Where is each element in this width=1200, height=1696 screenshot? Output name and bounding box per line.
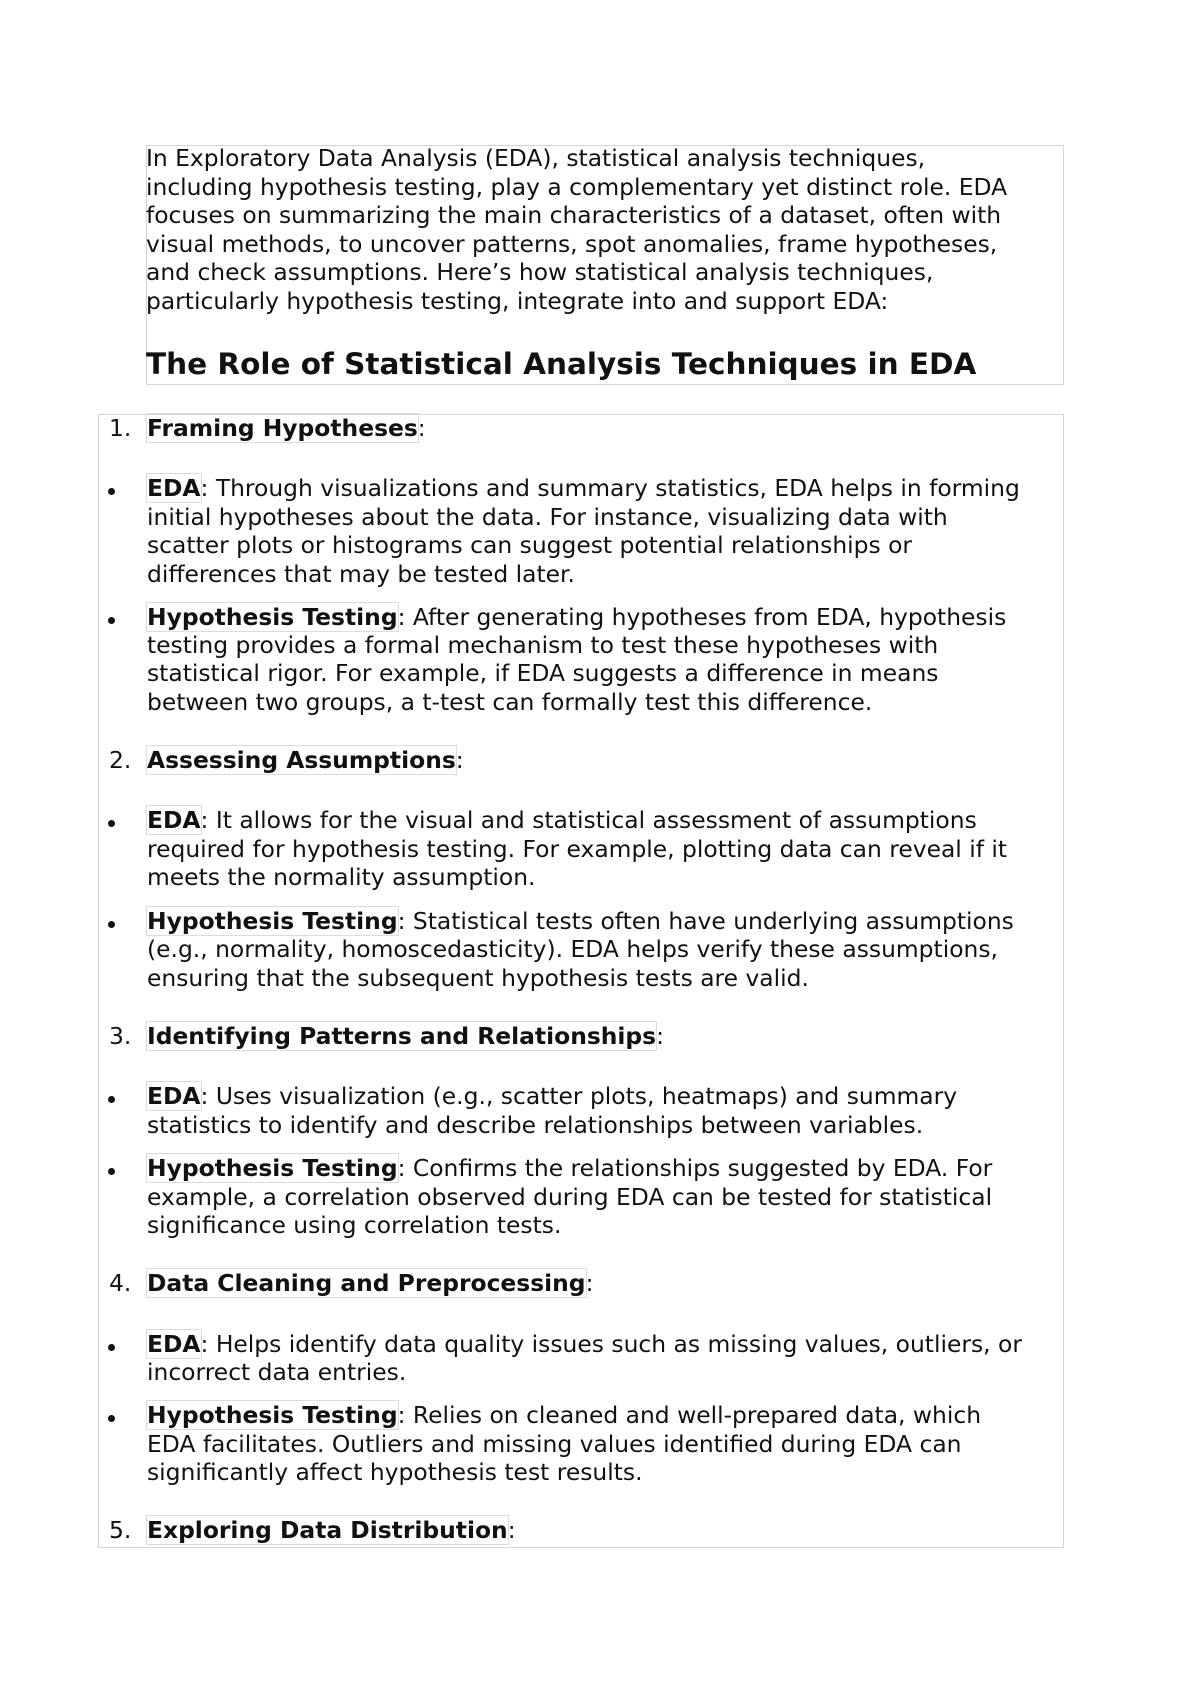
bullet-line: differences that may be tested later.: [147, 560, 575, 588]
bullet-text: : It allows for the visual and statistical assessment of assumptions: [200, 806, 977, 834]
item-number: 3.: [109, 1022, 132, 1050]
section-heading: The Role of Statistical Analysis Techniques in EDA: [146, 347, 977, 381]
bullet-term: Hypothesis Testing: [147, 907, 398, 935]
bullet-line: [147, 806, 977, 835]
bullet-term: Hypothesis Testing: [147, 1154, 398, 1182]
bullet-line: [147, 474, 1020, 503]
intro-line: including hypothesis testing, play a complementary yet distinct role. EDA: [146, 172, 1008, 201]
bullet-line: significance using correlation tests.: [147, 1211, 562, 1239]
item-title-suffix: :: [455, 746, 464, 774]
item-title: Identifying Patterns and Relationships: [147, 1022, 657, 1050]
intro-line: In Exploratory Data Analysis (EDA), statistical analysis techniques,: [146, 144, 926, 172]
bullet-term: EDA: [147, 474, 201, 502]
bullet-line: [147, 907, 1014, 936]
bullet-line: testing provides a formal mechanism to test these hypotheses with: [147, 631, 939, 659]
bullet-dot: [108, 617, 115, 624]
bullet-dot: [108, 1415, 115, 1422]
bullet-term: Hypothesis Testing: [147, 603, 398, 631]
intro-line: visual methods, to uncover patterns, spot anomalies, frame hypotheses,: [146, 229, 998, 258]
bullet-line: incorrect data entries.: [147, 1358, 407, 1386]
item-title: Assessing Assumptions: [147, 746, 456, 774]
bullet-line: statistical rigor. For example, if EDA suggests a difference in means: [147, 659, 939, 687]
item-title-suffix: :: [585, 1269, 594, 1297]
intro-line: and check assumptions. Here’s how statistical analysis techniques,: [146, 258, 934, 287]
item-number: 4.: [109, 1269, 132, 1297]
item-title-line: [147, 1269, 593, 1298]
item-title: Exploring Data Distribution: [147, 1516, 508, 1544]
item-title-line: [147, 1516, 516, 1545]
item-title-line: [147, 414, 426, 443]
bullet-text: : After generating hypotheses from EDA, hypothesis: [397, 603, 1007, 631]
bullet-term: EDA: [147, 1082, 201, 1110]
bullet-text: : Statistical tests often have underlying assumptions: [397, 907, 1014, 935]
intro-paragraph: [146, 144, 1066, 316]
item-number: 5.: [109, 1516, 132, 1544]
intro-line: particularly hypothesis testing, integrate into and support EDA:: [146, 286, 889, 315]
bullet-line: [147, 1154, 992, 1183]
bullet-text: : Uses visualization (e.g., scatter plots, heatmaps) and summary: [200, 1082, 958, 1110]
item-number: 1.: [109, 414, 132, 442]
item-title: Data Cleaning and Preprocessing: [147, 1269, 586, 1297]
bullet-term: EDA: [147, 806, 201, 834]
bullet-dot: [108, 820, 115, 827]
item-title-line: [147, 1022, 664, 1051]
bullet-text: : Helps identify data quality issues such as missing values, outliers, or: [200, 1330, 1022, 1358]
item-title-line: [147, 746, 464, 775]
bullet-line: [147, 1330, 1022, 1359]
bullet-dot: [108, 1344, 115, 1351]
item-number: 2.: [109, 746, 132, 774]
bullet-line: scatter plots or histograms can suggest potential relationships or: [147, 531, 913, 559]
bullet-line: statistics to identify and describe relationships between variables.: [147, 1111, 924, 1139]
bullet-line: between two groups, a t-test can formally test this difference.: [147, 688, 873, 716]
bullet-line: initial hypotheses about the data. For instance, visualizing data with: [147, 503, 948, 531]
item-title: Framing Hypotheses: [147, 414, 418, 442]
intro-line: focuses on summarizing the main characteristics of a dataset, often with: [146, 201, 1002, 230]
bullet-line: [147, 1082, 957, 1111]
bullet-line: [147, 603, 1006, 632]
bullet-line: example, a correlation observed during EDA can be tested for statistical: [147, 1183, 993, 1211]
bullet-text: : Relies on cleaned and well-prepared data, which: [397, 1401, 982, 1429]
bullet-line: (e.g., normality, homoscedasticity). EDA helps verify these assumptions,: [147, 935, 998, 963]
bullet-dot: [108, 1096, 115, 1103]
item-title-suffix: :: [656, 1022, 664, 1050]
item-title-suffix: :: [417, 414, 426, 442]
bullet-line: significantly affect hypothesis test results.: [147, 1458, 643, 1486]
bullet-line: EDA facilitates. Outliers and missing values identified during EDA can: [147, 1430, 962, 1458]
bullet-line: required for hypothesis testing. For example, plotting data can reveal if it: [147, 835, 1008, 863]
bullet-term: Hypothesis Testing: [147, 1401, 398, 1429]
bullet-line: ensuring that the subsequent hypothesis tests are valid.: [147, 964, 809, 992]
bullet-line: meets the normality assumption.: [147, 863, 536, 891]
bullet-term: EDA: [147, 1330, 201, 1358]
bullet-line: [147, 1401, 981, 1430]
item-title-suffix: :: [507, 1516, 516, 1544]
bullet-text: : Through visualizations and summary statistics, EDA helps in forming: [200, 474, 1020, 502]
bullet-dot: [108, 921, 115, 928]
bullet-text: : Confirms the relationships suggested by EDA. For: [397, 1154, 993, 1182]
bullet-dot: [108, 1168, 115, 1175]
bullet-dot: [108, 488, 115, 495]
